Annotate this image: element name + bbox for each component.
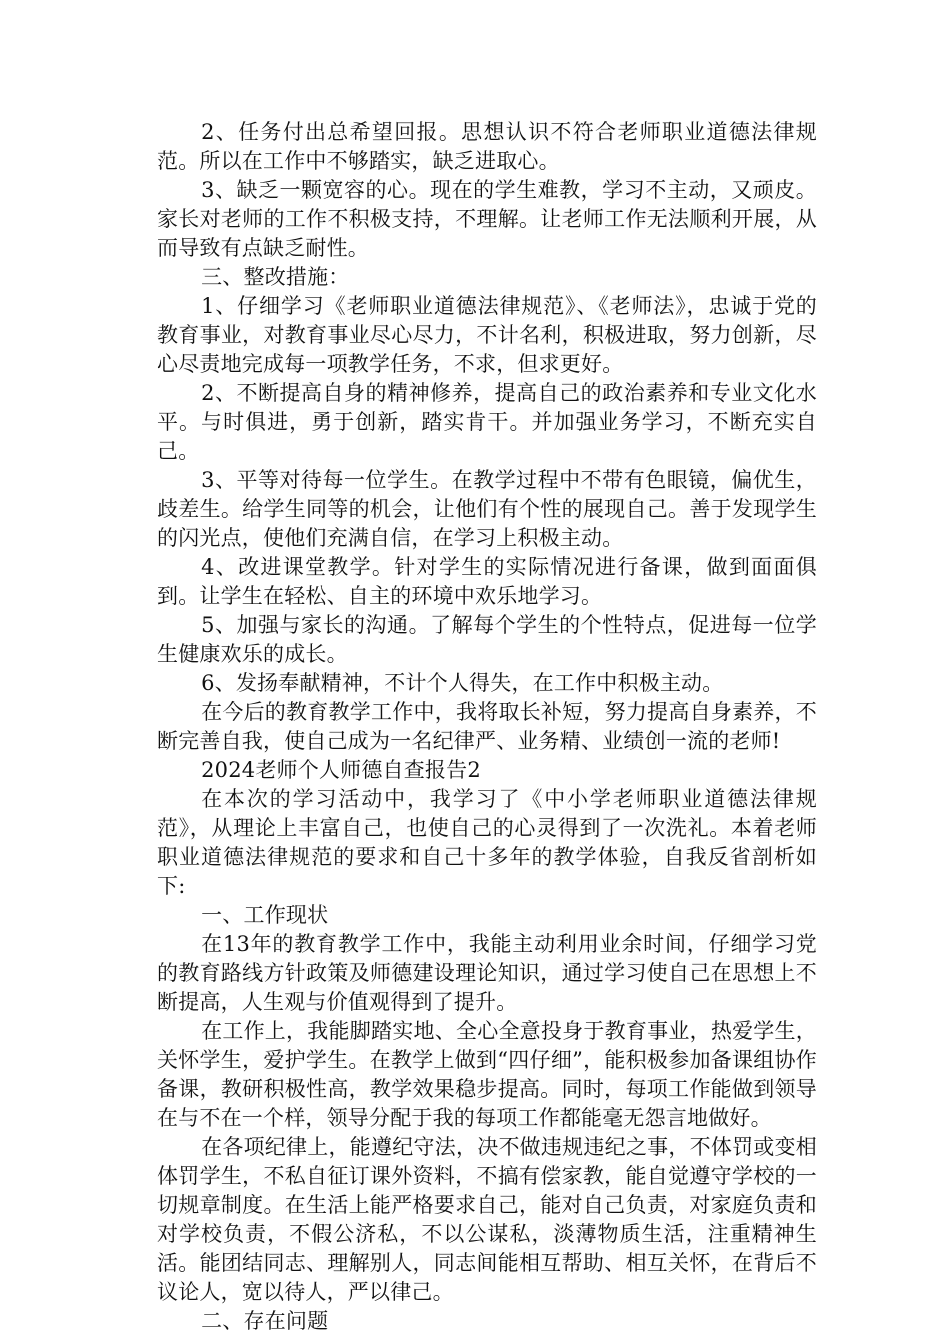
section-heading-existing-problems: 二、存在问题 [201,1309,329,1333]
paragraph-measure-3: 3、平等对待每一位学生。在教学过程中不带有色眼镜，偏优生，歧差生。给学生同等的机会，让他们有个性的展现自己。善于发现学生的闪光点，使他们充满自信，在学习上积极主动。 [157,468,817,550]
paragraph-status-study: 在13年的教育教学工作中，我能主动利用业余时间，仔细学习党的教育路线方针政策及师德建设理论知识，通过学习使自己在思想上不断提高，人生观与价值观得到了提升。 [157,932,817,1014]
paragraph-conclusion: 在今后的教育教学工作中，我将取长补短，努力提高自身素养，不断完善自我，使自己成为一名纪律严、业务精、业绩创一流的老师! [157,700,817,753]
paragraph-measure-1: 1、仔细学习《老师职业道德法律规范》、《老师法》，忠诚于党的教育事业，对教育事业尽心尽力，不计名利，积极进取，努力创新，尽心尽责地完成每一项教学任务，不求，但求更好。 [157,294,817,376]
paragraph-introduction: 在本次的学习活动中，我学习了《中小学老师职业道德法律规范》，从理论上丰富自己，也使自己的心灵得到了一次洗礼。本着老师职业道德法律规范的要求和自己十多年的教学体验，自我反省剖析如下: [157,787,817,898]
paragraph-problem-2: 2、任务付出总希望回报。思想认识不符合老师职业道德法律规范。所以在工作中不够踏实，缺乏进取心。 [157,120,817,173]
paragraph-status-discipline: 在各项纪律上，能遵纪守法，决不做违规违纪之事，不体罚或变相体罚学生，不私自征订课外资料，不搞有偿家教，能自觉遵守学校的一切规章制度。在生活上能严格要求自己，能对自己负责，对家庭负责和对学校负责，不假公济私，不以公谋私，淡薄物质生活，注重精神生活。能团结同志、理解别人，同志间能相互帮助、相互关怀，在背后不议论人，宽以待人，严以律己。 [157,1135,817,1304]
paragraph-status-work: 在工作上，我能脚踏实地、全心全意投身于教育事业，热爱学生，关怀学生，爱护学生。在教学上做到“四仔细”，能积极参加备课组协作备课，教研积极性高，教学效果稳步提高。同时，每项工作能做到领导在与不在一个样，领导分配于我的每项工作都能毫无怨言地做好。 [157,1019,817,1130]
report-title-2: 2024老师个人师德自查报告2 [201,758,481,782]
paragraph-measure-4: 4、改进课堂教学。针对学生的实际情况进行备课，做到面面俱到。让学生在轻松、自主的环境中欢乐地学习。 [157,555,817,608]
paragraph-measure-5: 5、加强与家长的沟通。了解每个学生的个性特点，促进每一位学生健康欢乐的成长。 [157,613,817,666]
section-heading-rectification: 三、整改措施： [201,265,350,289]
paragraph-measure-6: 6、发扬奉献精神，不计个人得失，在工作中积极主动。 [201,671,724,695]
document-body [157,118,817,1336]
section-heading-current-status: 一、工作现状 [201,903,329,927]
paragraph-measure-2: 2、不断提高自身的精神修养，提高自己的政治素养和专业文化水平。与时俱进，勇于创新，踏实肯干。并加强业务学习，不断充实自己。 [157,381,817,463]
paragraph-problem-3: 3、缺乏一颗宽容的心。现在的学生难教，学习不主动，又顽皮。家长对老师的工作不积极支持，不理解。让老师工作无法顺利开展，从而导致有点缺乏耐性。 [157,178,817,260]
